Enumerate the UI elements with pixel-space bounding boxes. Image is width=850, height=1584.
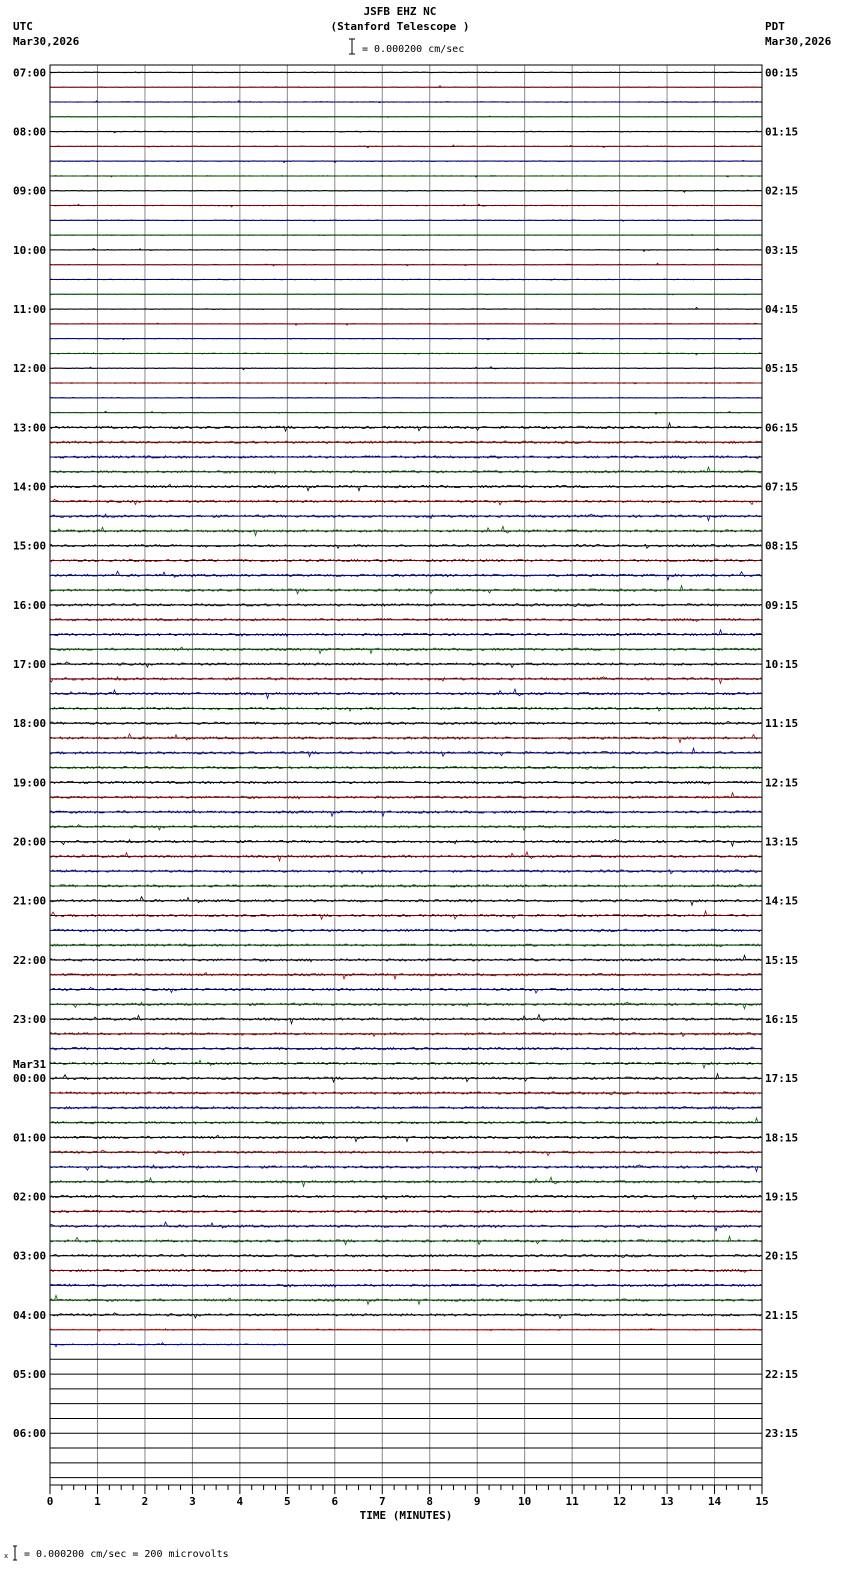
x-axis-label: TIME (MINUTES) <box>359 1509 453 1522</box>
trace-62 <box>50 987 761 993</box>
pdt-hour-label: 00:15 <box>765 66 799 80</box>
trace-50 <box>50 810 761 816</box>
pdt-hour-label: 19:15 <box>765 1190 799 1204</box>
pdt-hour-label: 07:15 <box>765 480 799 494</box>
pdt-hour-label: 04:15 <box>765 303 799 317</box>
pdt-hour-label: 18:15 <box>765 1131 799 1145</box>
trace-9 <box>50 204 761 207</box>
trace-86 <box>50 1343 287 1347</box>
trace-84 <box>50 1313 761 1319</box>
utc-hour-label: 06:00 <box>13 1427 47 1441</box>
utc-hour-label: 13:00 <box>13 421 47 435</box>
utc-hour-label: 17:00 <box>13 658 47 672</box>
x-tick-label: 5 <box>284 1495 291 1508</box>
trace-65 <box>50 1032 761 1036</box>
pdt-hour-label: 21:15 <box>765 1308 799 1322</box>
trace-23 <box>50 411 761 414</box>
station-title: JSFB EHZ NC <box>363 5 437 18</box>
pdt-hour-label: 23:15 <box>765 1427 799 1441</box>
x-tick-label: 8 <box>426 1495 434 1508</box>
trace-30 <box>50 514 761 521</box>
trace-51 <box>50 825 761 831</box>
pdt-hour-label: 14:15 <box>765 894 799 908</box>
trace-29 <box>50 499 761 505</box>
footer-scale-bar-icon <box>4 1544 18 1562</box>
pdt-hour-label: 22:15 <box>765 1368 799 1382</box>
x-tick-label: 1 <box>94 1495 101 1508</box>
pdt-hour-label: 15:15 <box>765 953 799 967</box>
trace-61 <box>50 973 761 979</box>
x-tick-label: 13 <box>660 1495 674 1508</box>
x-tick-label: 6 <box>331 1495 339 1508</box>
utc-hour-label: 15:00 <box>13 539 47 553</box>
trace-67 <box>50 1059 761 1068</box>
trace-73 <box>50 1150 761 1156</box>
utc-hour-label: 08:00 <box>13 125 47 139</box>
utc-hour-label: 05:00 <box>13 1368 47 1382</box>
utc-hour-label: 09:00 <box>13 184 47 198</box>
trace-60 <box>50 955 761 962</box>
utc-hour-label: 01:00 <box>13 1131 47 1145</box>
x-tick-label: 12 <box>612 1495 627 1508</box>
trace-54 <box>50 870 761 874</box>
trace-76 <box>50 1195 761 1199</box>
utc-hour-label: 00:00 <box>13 1072 47 1086</box>
pdt-hour-label: 05:15 <box>765 362 799 376</box>
utc-hour-label: 22:00 <box>13 953 47 967</box>
pdt-hour-label: 10:15 <box>765 658 799 672</box>
right-date: Mar30,2026 <box>765 35 832 48</box>
scale-label: = 0.000200 cm/sec <box>362 44 465 55</box>
pdt-hour-label: 16:15 <box>765 1013 799 1027</box>
trace-27 <box>50 467 761 474</box>
right-timezone: PDT <box>765 20 785 33</box>
trace-38 <box>50 630 761 637</box>
utc-hour-label: 19:00 <box>13 776 47 790</box>
x-tick-label: 10 <box>518 1495 532 1508</box>
pdt-hour-label: 12:15 <box>765 776 799 790</box>
trace-32 <box>50 544 761 548</box>
trace-63 <box>50 1002 761 1009</box>
left-timezone: UTC <box>13 20 33 33</box>
trace-52 <box>50 839 761 846</box>
trace-49 <box>50 793 761 800</box>
pdt-hour-label: 11:15 <box>765 717 799 731</box>
x-tick-label: 3 <box>189 1495 196 1508</box>
trace-20 <box>50 367 761 370</box>
utc-hour-label: 02:00 <box>13 1190 47 1204</box>
utc-hour-label: 04:00 <box>13 1308 47 1322</box>
trace-41 <box>50 677 761 684</box>
trace-82 <box>50 1284 761 1287</box>
plot-border <box>50 65 762 1485</box>
utc-hour-label: 16:00 <box>13 598 47 612</box>
trace-12 <box>50 249 761 252</box>
site-title: (Stanford Telescope ) <box>330 20 470 33</box>
trace-69 <box>50 1092 761 1095</box>
utc-hour-label: 07:00 <box>13 66 47 80</box>
pdt-hour-label: 13:15 <box>765 835 799 849</box>
pdt-hour-label: 02:15 <box>765 184 799 198</box>
x-tick-label: 15 <box>755 1495 769 1508</box>
x-tick-label: 2 <box>141 1495 149 1508</box>
utc-hour-label: 20:00 <box>13 835 47 849</box>
x-tick-label: 14 <box>707 1495 722 1508</box>
pdt-hour-label: 20:15 <box>765 1249 799 1263</box>
trace-5 <box>50 145 761 148</box>
pdt-hour-label: 09:15 <box>765 598 799 612</box>
pdt-hour-label: 08:15 <box>765 539 799 553</box>
trace-72 <box>50 1135 761 1141</box>
pdt-hour-label: 03:15 <box>765 243 799 257</box>
trace-39 <box>50 647 761 653</box>
utc-hour-label: 23:00 <box>13 1013 47 1027</box>
x-tick-label: 4 <box>236 1495 244 1508</box>
utc-hour-label: 11:00 <box>13 303 47 317</box>
trace-13 <box>50 263 761 266</box>
trace-71 <box>50 1118 761 1125</box>
trace-1 <box>50 86 761 88</box>
trace-40 <box>50 662 761 668</box>
utc-hour-label: 18:00 <box>13 717 47 731</box>
x-tick-label: 0 <box>46 1495 54 1508</box>
trace-74 <box>50 1165 761 1172</box>
pdt-hour-label: 17:15 <box>765 1072 799 1086</box>
left-date: Mar30,2026 <box>13 35 80 48</box>
utc-hour-label: 03:00 <box>13 1249 47 1263</box>
date-change-label: Mar31 <box>13 1058 47 1072</box>
utc-hour-label: 14:00 <box>13 480 47 494</box>
x-tick-label: 7 <box>378 1495 386 1508</box>
pdt-hour-label: 01:15 <box>765 125 799 139</box>
x-tick-label: 11 <box>565 1495 579 1508</box>
utc-hour-label: 12:00 <box>13 362 47 376</box>
utc-hour-label: 21:00 <box>13 894 47 908</box>
trace-75 <box>50 1177 761 1186</box>
footer-scale-label: = 0.000200 cm/sec = 200 microvolts <box>24 1549 229 1560</box>
x-tick-label: 9 <box>473 1495 481 1508</box>
utc-hour-label: 10:00 <box>13 243 47 257</box>
trace-83 <box>50 1295 761 1304</box>
svg-text:x: x <box>4 1552 9 1560</box>
pdt-hour-label: 06:15 <box>765 421 799 435</box>
trace-28 <box>50 485 761 491</box>
trace-43 <box>50 707 761 711</box>
